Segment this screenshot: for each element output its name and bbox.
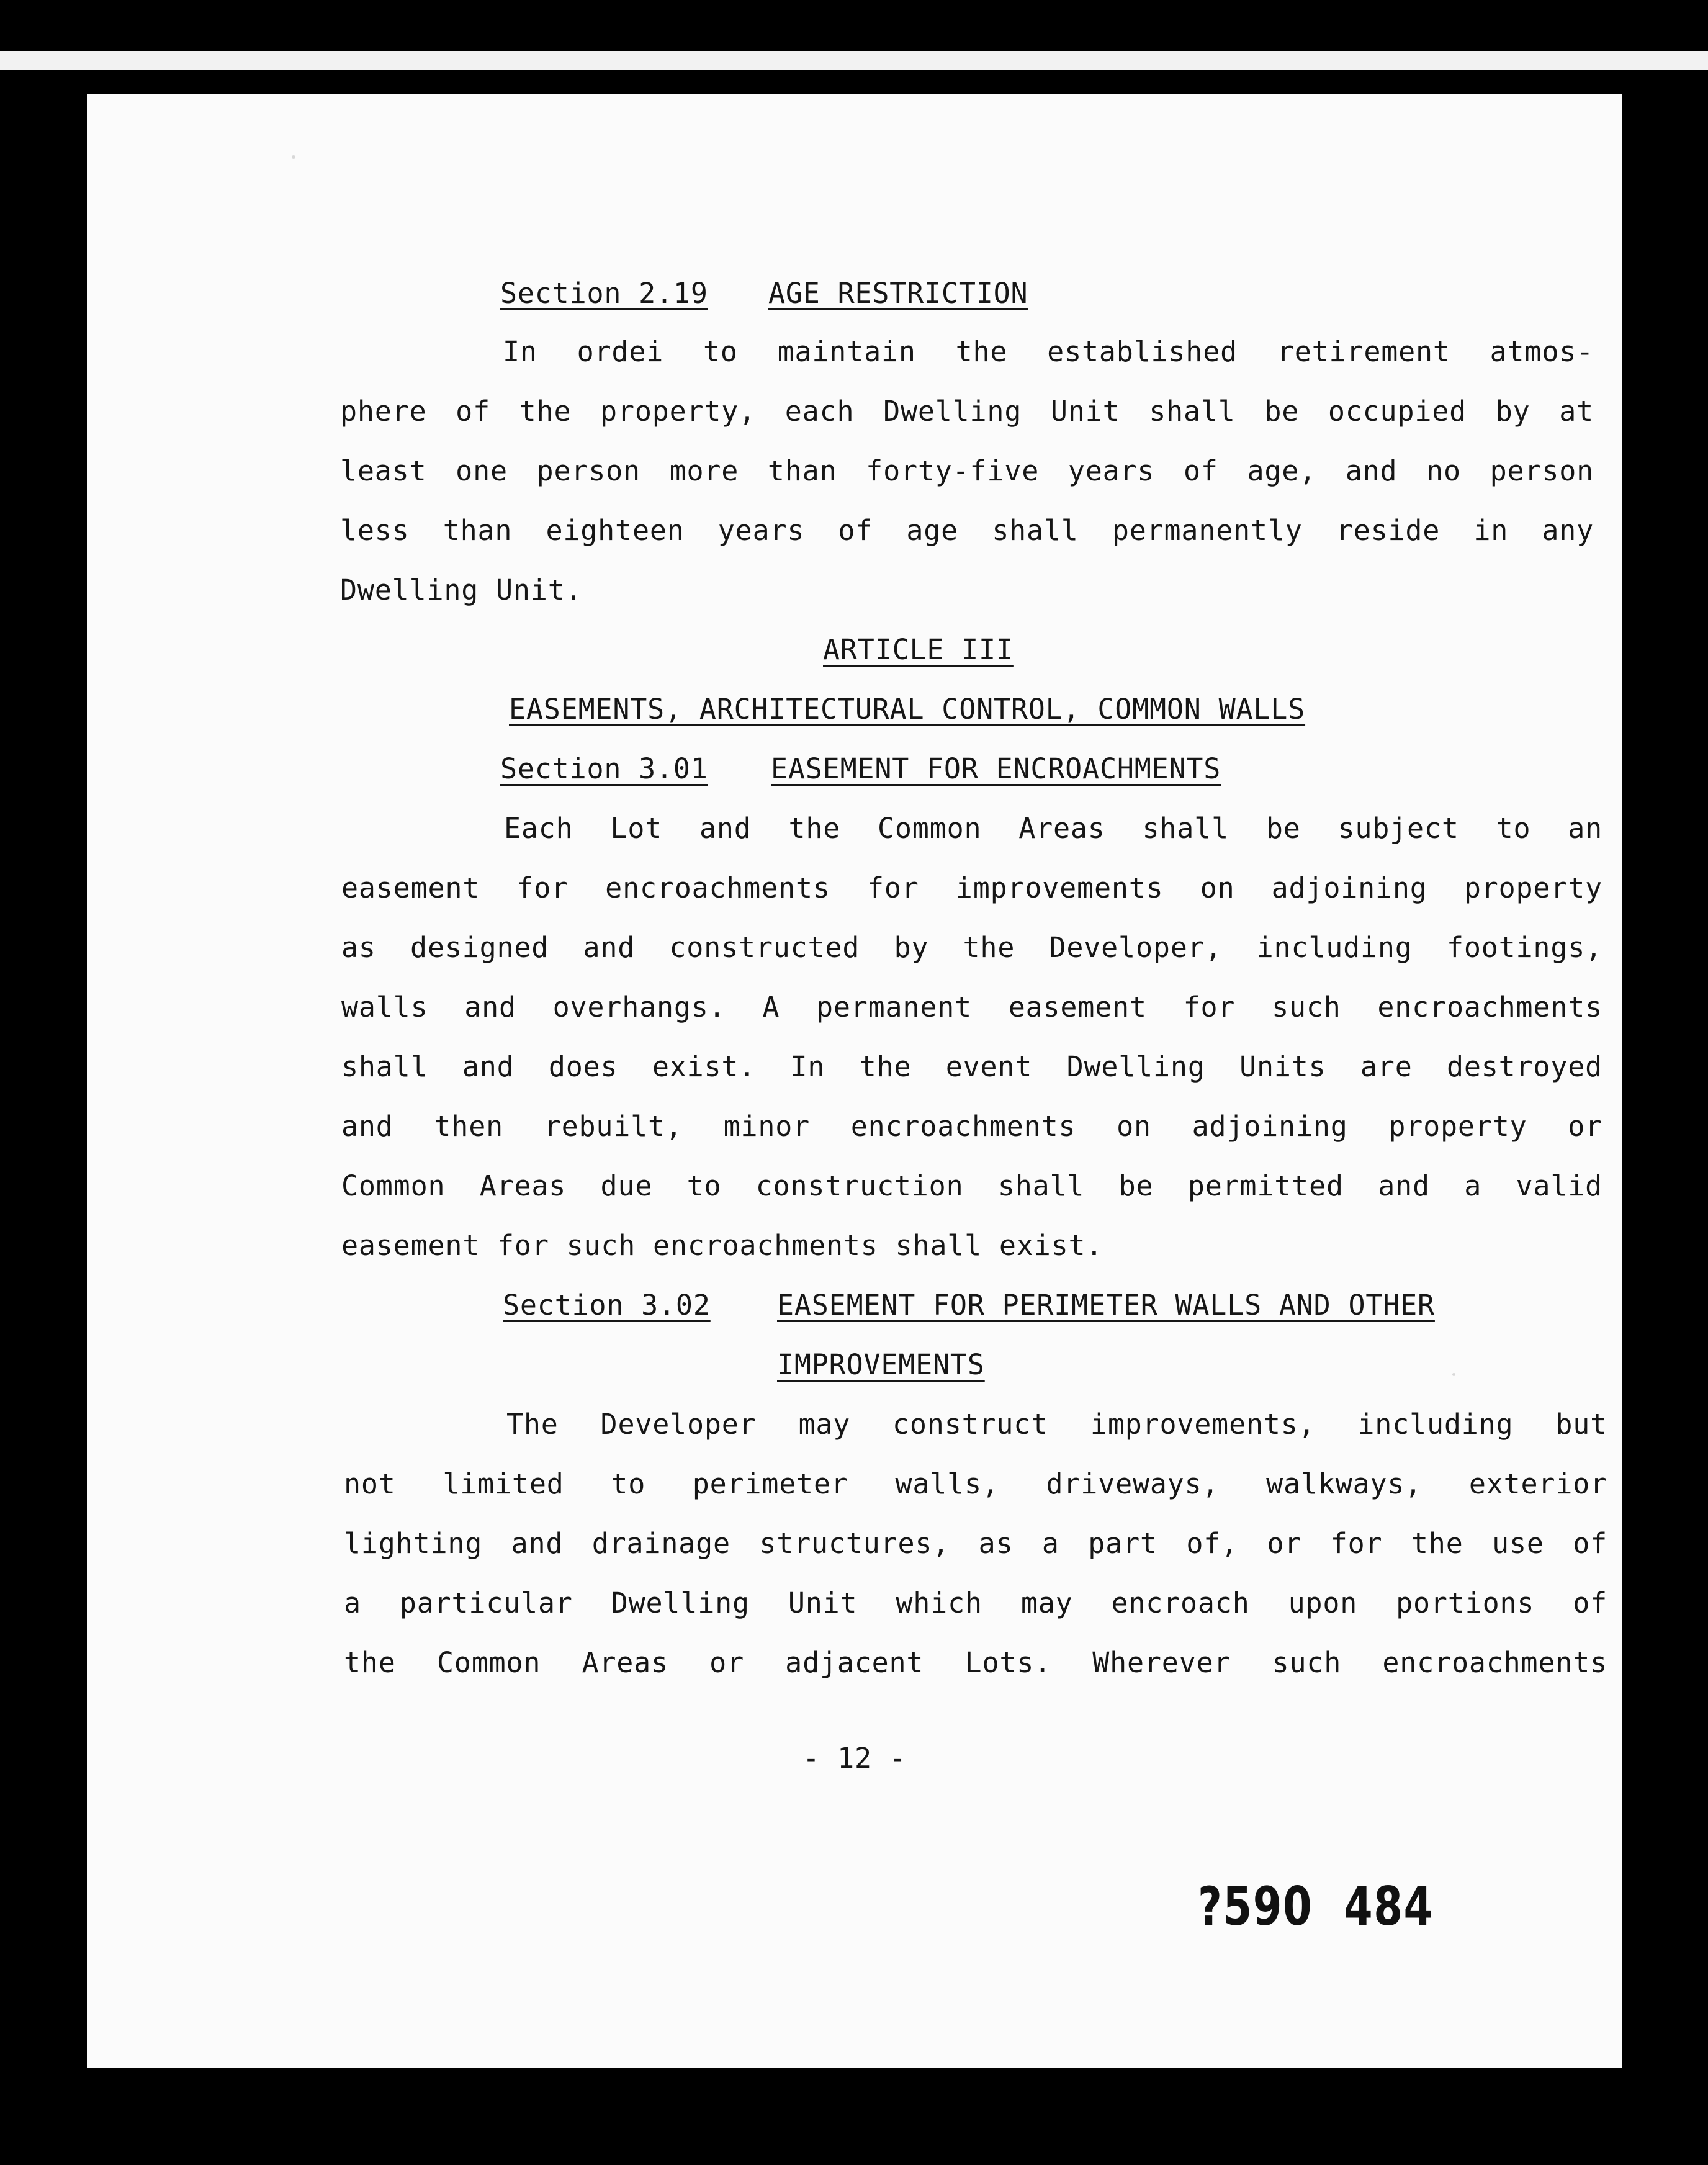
- article-subtitle: EASEMENTS, ARCHITECTURAL CONTROL, COMMON WALLS: [509, 693, 1306, 726]
- article-title: ARTICLE III: [823, 633, 1014, 666]
- section-3-01-line-6: and then rebuilt, minor encroachments on adjoining property or: [341, 1110, 1602, 1143]
- recording-stamp: ?590 484: [1198, 1876, 1434, 1938]
- section-3-02-number: Section 3.02: [503, 1289, 711, 1321]
- section-3-02-line-4: a particular Dwelling Unit which may encroach upon portions of: [344, 1587, 1607, 1619]
- document-page: [87, 94, 1622, 2068]
- scan-speck: [292, 155, 295, 159]
- section-3-01-line-7: Common Areas due to construction shall be permitted and a valid: [341, 1169, 1602, 1202]
- section-2-19-line-2: phere of the property, each Dwelling Unit shall be occupied by at: [340, 395, 1594, 428]
- section-2-19-line-3: least one person more than forty-five years of age, and no person: [340, 454, 1594, 487]
- section-2-19-line-4: less than eighteen years of age shall permanently reside in any: [340, 514, 1594, 547]
- section-3-01-line-8: easement for such encroachments shall exist.: [341, 1229, 1103, 1262]
- section-3-02-line-2: not limited to perimeter walls, driveways, walkways, exterior: [344, 1467, 1607, 1500]
- section-3-01-line-1: Each Lot and the Common Areas shall be subject to an: [504, 812, 1602, 845]
- section-3-01-line-5: shall and does exist. In the event Dwelling Units are destroyed: [341, 1050, 1602, 1083]
- page-number: - 12 -: [802, 1742, 907, 1775]
- section-2-19-line-5: Dwelling Unit.: [340, 574, 583, 606]
- section-3-01-line-2: easement for encroachments for improvements on adjoining property: [341, 871, 1602, 904]
- section-3-01-line-3: as designed and constructed by the Developer, including footings,: [341, 931, 1602, 964]
- section-2-19-number: Section 2.19: [500, 277, 708, 310]
- section-3-01-line-4: walls and overhangs. A permanent easement for such encroachments: [341, 991, 1602, 1024]
- section-3-02-line-5: the Common Areas or adjacent Lots. Wherever such encroachments: [344, 1646, 1607, 1679]
- section-3-02-line-1: The Developer may construct improvements, including but: [506, 1408, 1607, 1441]
- section-3-01-title: EASEMENT FOR ENCROACHMENTS: [771, 752, 1221, 785]
- section-3-02-title-line-2: IMPROVEMENTS: [777, 1348, 985, 1381]
- section-2-19-title: AGE RESTRICTION: [768, 277, 1028, 310]
- section-3-01-number: Section 3.01: [500, 752, 708, 785]
- section-2-19-line-1: In ordei to maintain the established retirement atmos-: [503, 335, 1594, 368]
- scan-speck: [1452, 1373, 1455, 1376]
- scan-top-edge: [0, 51, 1708, 70]
- section-3-02-title-line-1: EASEMENT FOR PERIMETER WALLS AND OTHER: [777, 1289, 1435, 1321]
- section-3-02-line-3: lighting and drainage structures, as a part of, or for the use of: [344, 1527, 1607, 1560]
